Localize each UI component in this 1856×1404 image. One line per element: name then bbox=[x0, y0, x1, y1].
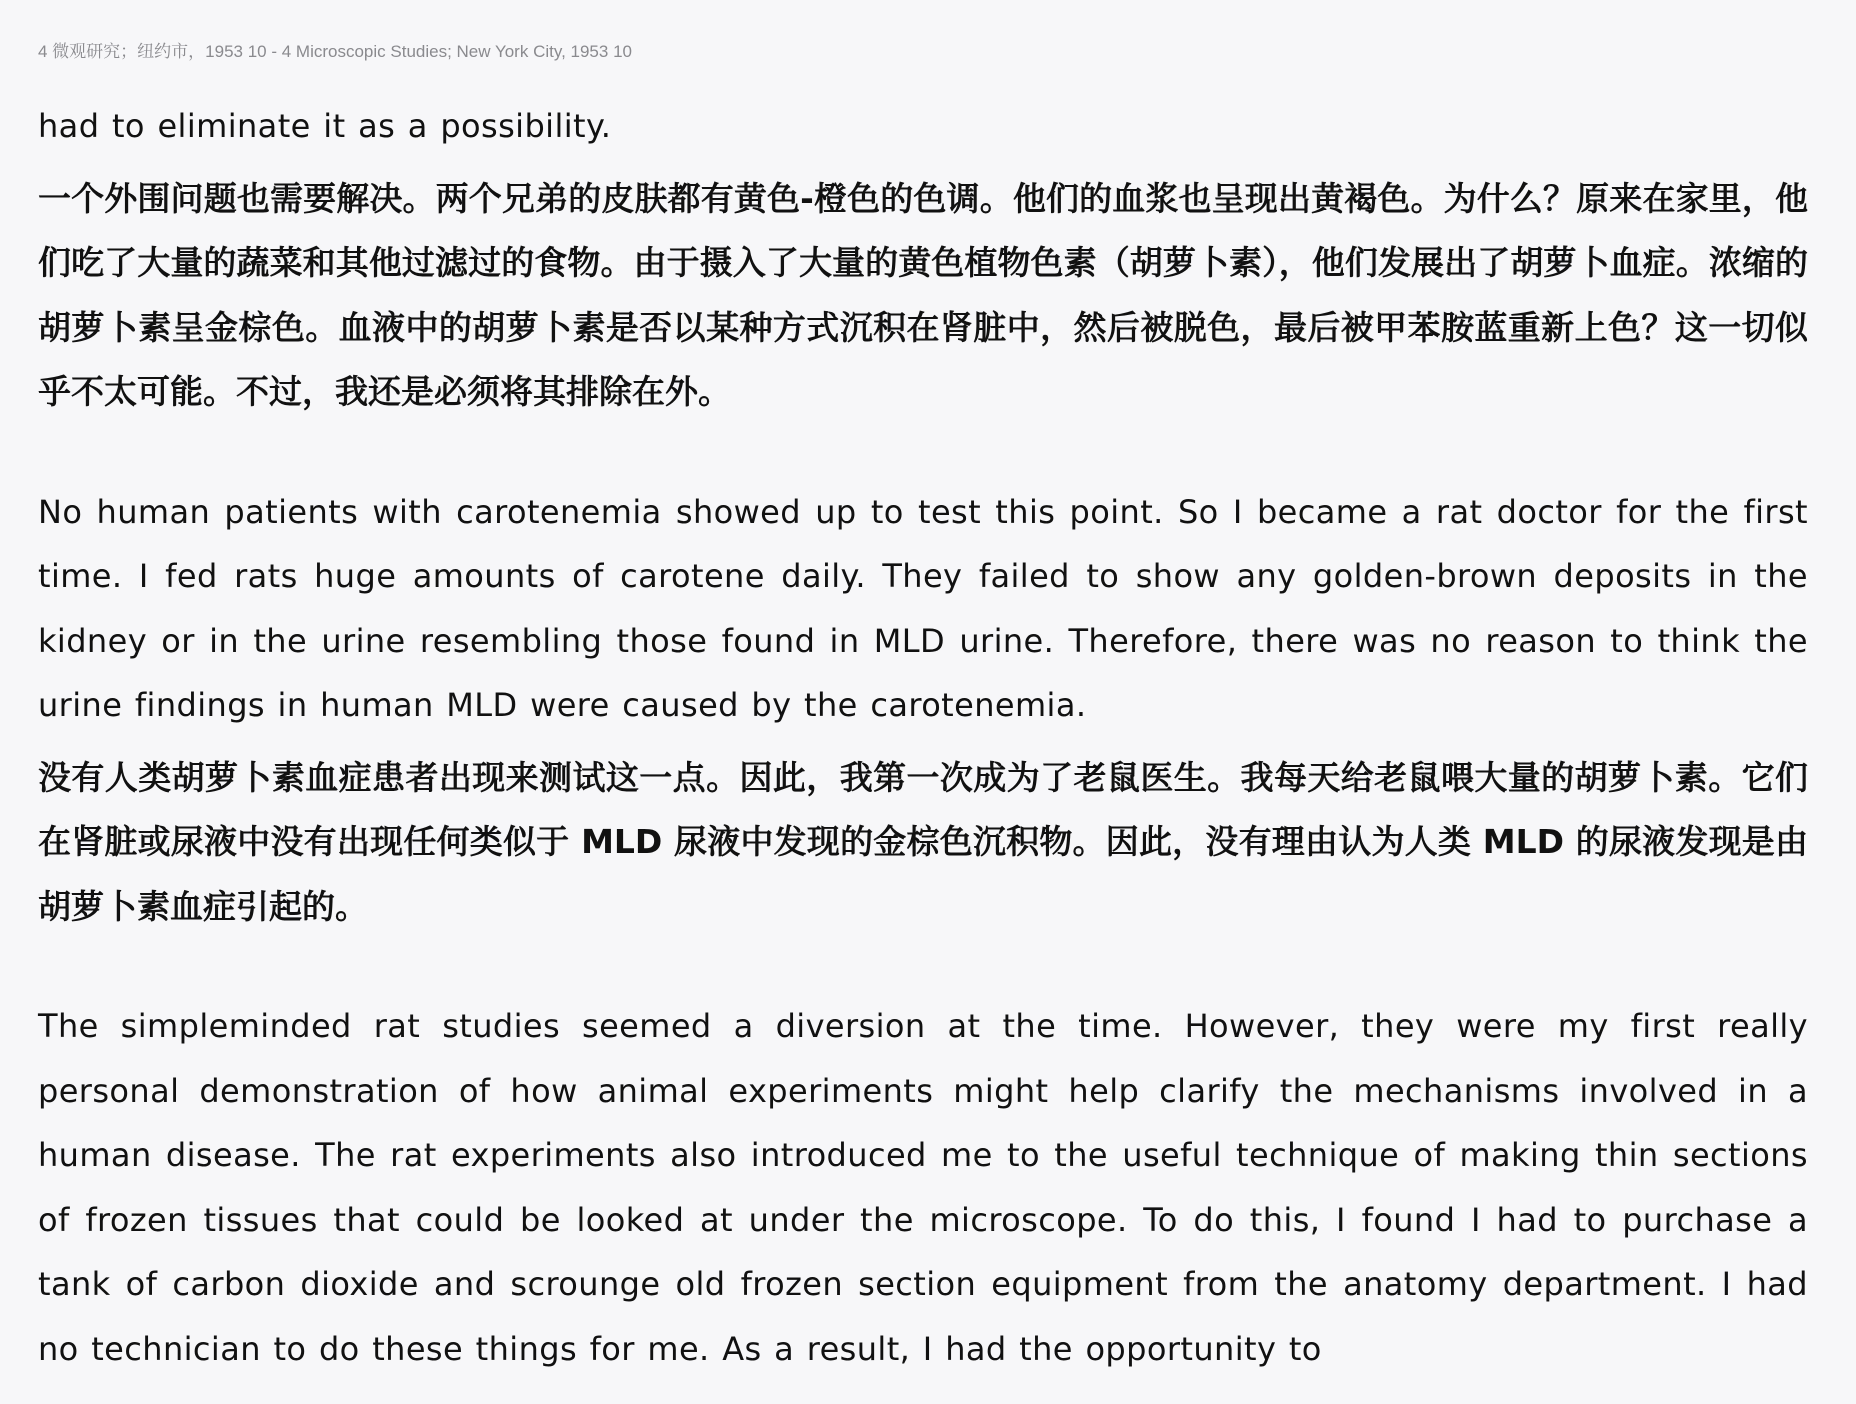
paragraph-en-3: The simpleminded rat studies seemed a diversion at the time. However, they were my first really personal demonstration of how animal experiments might help clarify the mechanisms involved in a human disease. The rat experiments also introduced me to the useful technique of making thin sections of frozen tissues that could be looked at under the microscope. To do this, I found I had to purchase a tank of carbon dioxide and scrounge old frozen section equipment from the anatomy department. I had no technician to do these things for me. As a result, I had the opportunity to bbox=[38, 1007, 1808, 1368]
paragraph-en-1: had to eliminate it as a possibility. bbox=[38, 107, 612, 145]
chapter-breadcrumb: 4 微观研究；纽约市，1953 10 - 4 Microscopic Studies; New York City, 1953 10 bbox=[38, 42, 632, 61]
reader-content bbox=[38, 94, 1808, 1381]
paragraph-zh-1: 一个外围问题也需要解决。两个兄弟的皮肤都有黄色-橙色的色调。他们的血浆也呈现出黄褐色。为什么？原来在家里，他们吃了大量的蔬菜和其他过滤过的食物。由于摄入了大量的黄色植物色素（胡萝卜素），他们发展出了胡萝卜血症。浓缩的胡萝卜素呈金棕色。血液中的胡萝卜素是否以某种方式沉积在肾脏中，然后被脱色，最后被甲苯胺蓝重新上色？这一切似乎不太可能。不过，我还是必须将其排除在外。 bbox=[38, 178, 1808, 411]
paragraph-zh-2: 没有人类胡萝卜素血症患者出现来测试这一点。因此，我第一次成为了老鼠医生。我每天给老鼠喂大量的胡萝卜素。它们在肾脏或尿液中没有出现任何类似于 MLD 尿液中发现的金棕色沉积物。因此，没有理由认为人类 MLD 的尿液发现是由胡萝卜素血症引起的。 bbox=[38, 757, 1808, 926]
paragraph-en-2: No human patients with carotenemia showed up to test this point. So I became a rat doctor for the first time. I fed rats huge amounts of carotene daily. They failed to show any golden-brown deposits in the kidney or in the urine resembling those found in MLD urine. Therefore, there was no reason to think the urine findings in human MLD were caused by the carotenemia. bbox=[38, 492, 1808, 724]
